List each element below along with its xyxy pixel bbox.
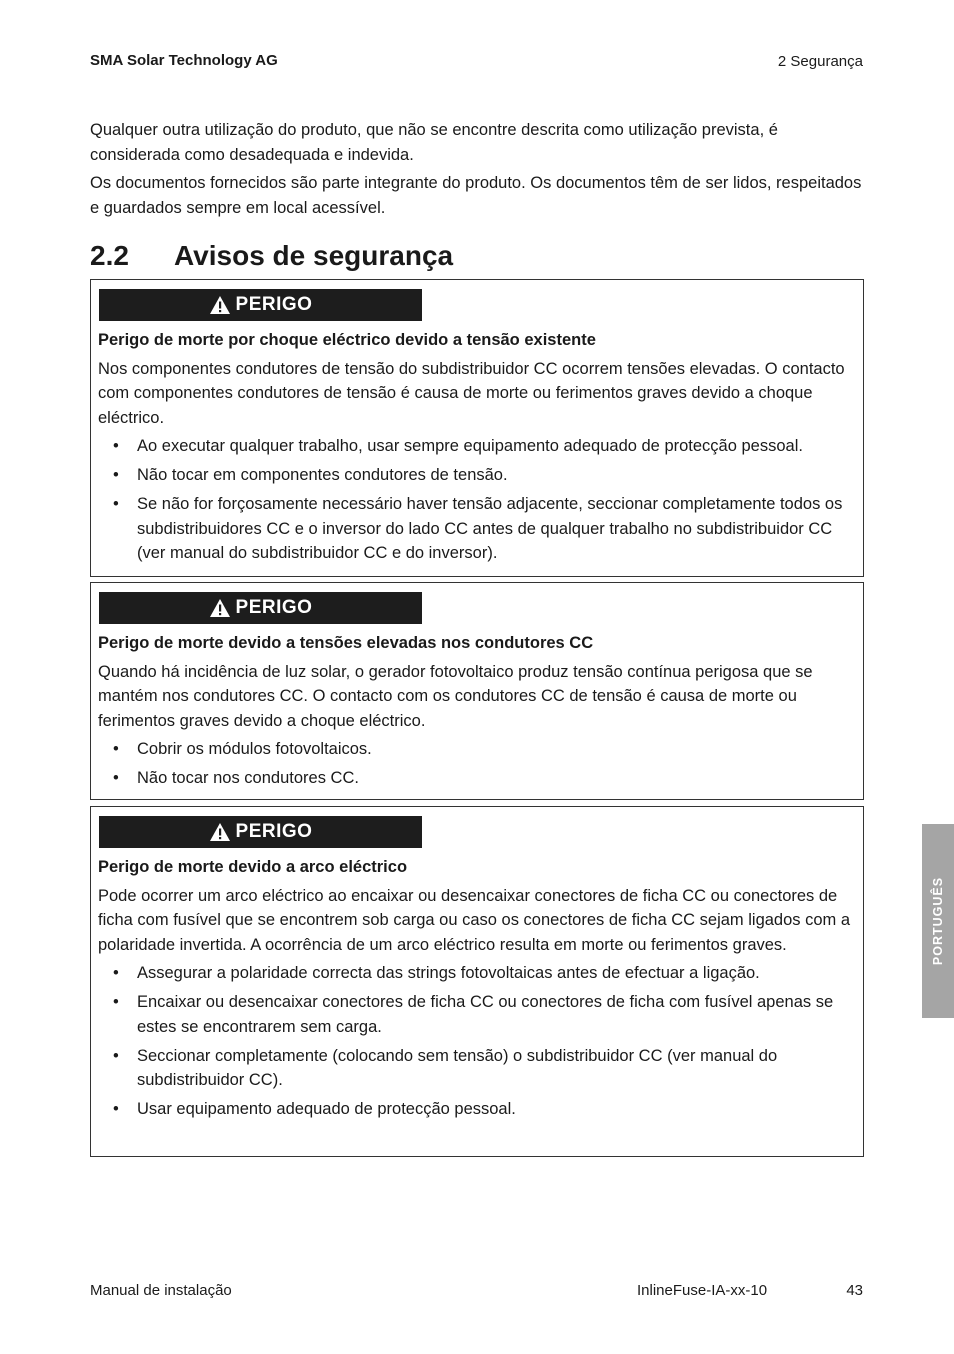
warning-description: Pode ocorrer um arco eléctrico ao encaixar ou desencaixar conectores de ficha CC ou conectores de ficha com fusível que se encontrem sob carga ou caso os conectores de ficha CC sejam ligados com a polaridade invertida. A ocorrência de um arco eléctrico resulta em morte ou ferimentos graves. xyxy=(98,886,851,954)
list-item xyxy=(98,434,860,459)
warning-triangle-icon xyxy=(209,295,231,315)
list-item xyxy=(98,737,860,762)
list-item-text: Cobrir os módulos fotovoltaicos. xyxy=(137,740,372,758)
warning-body xyxy=(98,631,860,795)
list-item-text: Encaixar ou desencaixar conectores de ficha CC ou conectores de ficha com fusível apenas se estes se encontrarem sem carga. xyxy=(137,993,834,1036)
list-item-text: Usar equipamento adequado de protecção pessoal. xyxy=(137,1100,516,1118)
list-item xyxy=(98,492,860,566)
bullet-icon: • xyxy=(113,769,119,787)
header-company: SMA Solar Technology AG xyxy=(90,52,278,69)
warning-label-text: PERIGO xyxy=(235,294,313,315)
list-item xyxy=(98,766,860,791)
section-title: Avisos de segurança xyxy=(174,240,454,271)
warning-box xyxy=(90,582,864,800)
list-item-text: Se não for forçosamente necessário haver tensão adjacente, seccionar completamente todos os subdistribuidores CC e o inversor do lado CC antes de qualquer trabalho no subdistribuidor CC (ver manual do subdistribuidor CC e do inversor). xyxy=(137,495,843,562)
language-tab xyxy=(922,824,954,1018)
warning-label-text: PERIGO xyxy=(235,821,313,842)
intro-paragraph: Os documentos fornecidos são parte integrante do produto. Os documentos têm de ser lidos, respeitados e guardados sempre em local acessível. xyxy=(90,174,862,217)
warning-label-text: PERIGO xyxy=(235,597,313,618)
bullet-icon: • xyxy=(113,437,119,455)
warning-label xyxy=(99,289,422,321)
list-item xyxy=(98,1044,860,1093)
bullet-icon: • xyxy=(113,1046,119,1065)
warning-bullet-list xyxy=(98,961,860,1122)
section-heading xyxy=(90,236,453,276)
warning-title: Perigo de morte devido a arco eléctrico xyxy=(98,858,408,876)
warning-box xyxy=(90,806,864,1157)
list-item-text: Assegurar a polaridade correcta das strings fotovoltaicas antes de efectuar a ligação. xyxy=(137,964,760,982)
warning-description: Quando há incidência de luz solar, o gerador fotovoltaico produz tensão contínua perigosa que se mantém nos condutores CC. O contacto com os condutores CC de tensão é causa de morte ou ferimentos graves devido a choque eléctrico. xyxy=(98,662,813,730)
warning-title: Perigo de morte por choque eléctrico devido a tensão existente xyxy=(98,331,596,349)
page-number: 43 xyxy=(846,1282,863,1299)
intro-paragraph: Qualquer outra utilização do produto, que não se encontre descrita como utilização prevista, é considerada como desadequada e indevida. xyxy=(90,121,778,164)
list-item-text: Seccionar completamente (colocando sem tensão) o subdistribuidor CC (ver manual do subdistribuidor CC). xyxy=(137,1046,778,1089)
warning-box xyxy=(90,279,864,577)
section-number: 2.2 xyxy=(90,240,129,271)
warning-triangle-icon xyxy=(209,598,231,618)
footer-doc-type: Manual de instalação xyxy=(90,1282,232,1299)
bullet-icon: • xyxy=(113,740,119,758)
warning-bullet-list xyxy=(98,434,860,566)
warning-label xyxy=(99,816,422,848)
bullet-icon: • xyxy=(113,495,119,513)
list-item xyxy=(98,1097,860,1122)
warning-bullet-list xyxy=(98,737,860,791)
intro-text xyxy=(90,118,865,224)
warning-body xyxy=(98,855,860,1126)
header-section: 2 Segurança xyxy=(777,53,863,70)
list-item-text: Não tocar em componentes condutores de tensão. xyxy=(137,466,508,484)
footer-model: InlineFuse-IA-xx-10 xyxy=(637,1282,768,1299)
list-item-text: Ao executar qualquer trabalho, usar sempre equipamento adequado de protecção pessoal. xyxy=(137,437,803,455)
language-tab-label: PORTUGUÊS xyxy=(931,876,945,966)
warning-body xyxy=(98,328,860,570)
warning-label xyxy=(99,592,422,624)
bullet-icon: • xyxy=(113,993,119,1011)
warning-triangle-icon xyxy=(209,822,231,842)
warning-description: Nos componentes condutores de tensão do subdistribuidor CC ocorrem tensões elevadas. O contacto com componentes condutores de tensão é causa de morte ou ferimentos graves devido a choque eléctrico. xyxy=(98,359,845,427)
bullet-icon: • xyxy=(113,466,119,484)
list-item-text: Não tocar nos condutores CC. xyxy=(137,769,359,787)
list-item xyxy=(98,961,860,986)
warning-title: Perigo de morte devido a tensões elevadas nos condutores CC xyxy=(98,634,594,652)
list-item xyxy=(98,990,860,1039)
bullet-icon: • xyxy=(113,1100,119,1118)
bullet-icon: • xyxy=(113,964,119,982)
list-item xyxy=(98,463,860,488)
